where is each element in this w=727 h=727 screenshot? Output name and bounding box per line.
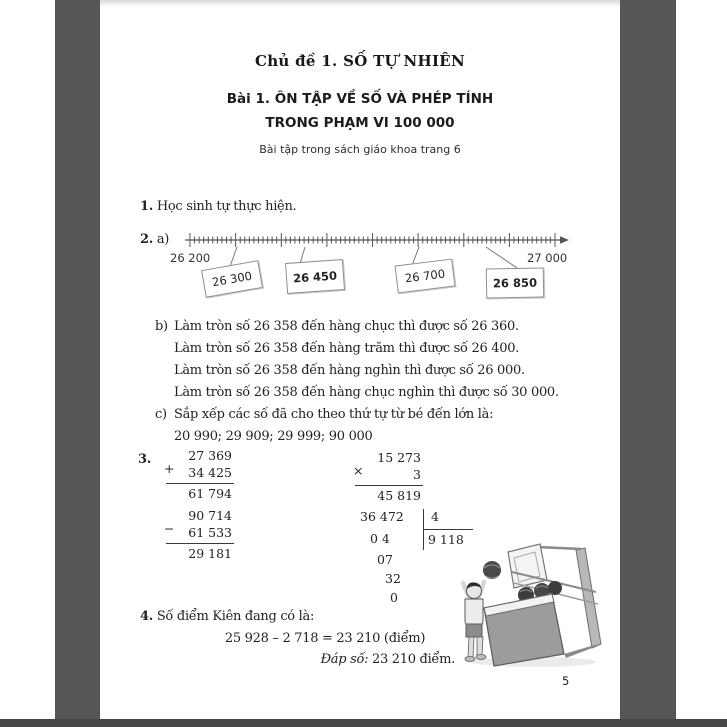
sort-instruction-text: Sắp xếp các số đã cho theo thứ tự từ bé đến lớn là: [174,407,494,422]
rounding-text: Làm tròn số 26 358 đến hàng chục thì được số 26 360. [174,319,519,334]
page-content [100,0,620,719]
product-result: 45 819 [377,488,421,503]
chapter-title: Chủ đề 1. SỐ TỰ NHIÊN [254,52,466,70]
exercise-1-text: Học sinh tự thực hiện. [156,199,297,214]
numberline-start-label: 26 200 [170,251,211,265]
difference-result: 29 181 [188,546,232,561]
numberline-ticks [190,233,555,247]
multiplier: 3 [413,467,421,482]
division-step: 07 [377,552,393,567]
answer-value: 23 210 điểm. [372,652,455,667]
rounding-line [155,316,559,338]
sum-rule [166,483,234,484]
book-left-edge-bar [55,0,100,719]
addend-1: 27 369 [188,448,232,463]
product-rule [355,485,423,486]
division-step: 32 [385,571,401,586]
rounding-text: Làm tròn số 26 358 đến hàng trăm thì được số 26 400. [174,341,520,356]
exercise-3-number: 3. [138,452,151,467]
numberline-end-label: 27 000 [527,251,568,265]
numberline-tag-26850: 26 850 [486,267,545,298]
subtrahend: 61 533 [188,525,232,540]
minus-operator: − [164,521,175,536]
sorted-numbers-line [155,426,559,448]
sort-instruction-line [155,404,559,426]
exercise-4-equation: 25 928 – 2 718 = 23 210 (điểm) [224,631,426,646]
exercise-4 [140,609,314,624]
lesson-title-line2: TRONG PHẠM VI 100 000 [265,115,455,131]
division-step: 0 [390,590,398,605]
exercise-4-text: Số điểm Kiên đang có là: [156,609,315,624]
exercise-1-number: 1. [140,199,153,214]
tag-connector-lines [228,247,523,272]
numberline-tag-26300: 26 300 [201,260,263,298]
answer-label: Đáp số: [320,652,369,667]
numberline-arrow-icon [560,236,569,244]
basketball-arcade-illustration [448,538,620,670]
division-step: 0 4 [370,531,390,546]
exercise-4-answer [140,652,455,667]
lesson-subtitle: Bài tập trong sách giáo khoa trang 6 [259,143,461,156]
exercise-2bc-block [155,316,559,448]
division-horizontal-rule [423,529,473,530]
rounding-line [155,338,559,360]
addend-2: 34 425 [188,465,232,480]
difference-rule [166,543,234,544]
book-right-edge-bar [620,0,676,719]
rounding-line [155,382,559,404]
exercise-2a-label: a) [156,232,170,247]
book-bottom-edge-bar [0,719,727,727]
plus-operator: + [164,461,175,476]
sum-result: 61 794 [188,486,232,501]
rounding-text: Làm tròn số 26 358 đến hàng nghìn thì được số 26 000. [174,363,525,378]
multiplicand: 15 273 [377,450,421,465]
rounding-line [155,360,559,382]
exercise-1 [140,199,296,214]
minuend: 90 714 [188,508,232,523]
part-c-label: c) [155,407,167,422]
quotient: 9 118 [428,532,464,547]
times-operator: × [353,463,364,478]
page-number: 5 [562,674,570,688]
part-b-label: b) [155,319,168,334]
exercise-4-number: 4. [140,609,153,624]
lesson-title-line1: Bài 1. ÔN TẬP VỀ SỐ VÀ PHÉP TÍNH [226,91,494,107]
exercise-2-label [140,232,169,247]
dividend: 36 472 [360,509,404,524]
divisor: 4 [431,509,439,524]
numberline-tag-26700: 26 700 [395,259,456,294]
numberline-tag-26450: 26 450 [285,259,345,294]
sorted-numbers: 20 990; 29 909; 29 999; 90 000 [174,429,373,444]
rounding-text: Làm tròn số 26 358 đến hàng chục nghìn thì được số 30 000. [174,385,559,400]
exercise-2-number: 2. [140,232,153,247]
